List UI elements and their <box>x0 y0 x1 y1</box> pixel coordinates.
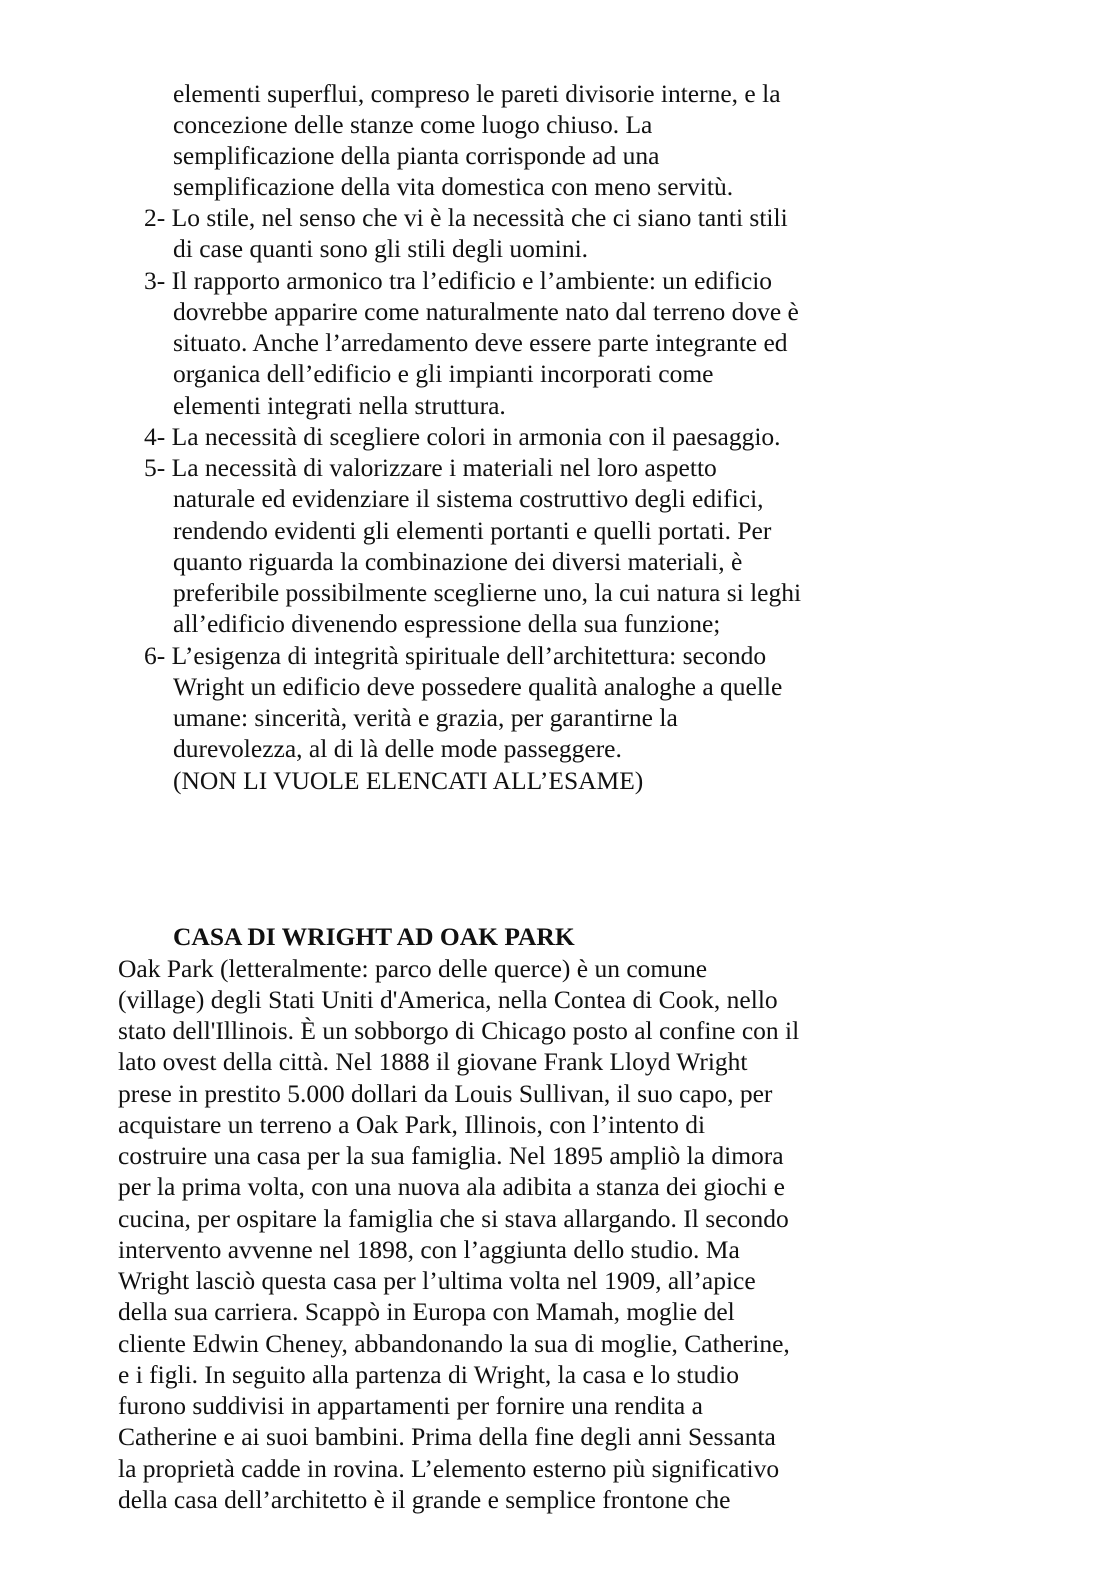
text-line: all’edificio divenendo espressione della sua funzione; <box>173 609 721 638</box>
paragraph-line: (village) degli Stati Uniti d'America, nella Contea di Cook, nello <box>118 985 778 1014</box>
text-line: Wright un edificio deve possedere qualità analoghe a quelle <box>173 672 783 701</box>
text-line: semplificazione della pianta corrisponde ad una <box>173 141 660 170</box>
paragraph-line: furono suddivisi in appartamenti per fornire una rendita a <box>118 1391 703 1420</box>
list-item-5: 5- La necessità di valorizzare i materiali nel loro aspetto <box>144 453 717 482</box>
paragraph-line: la proprietà cadde in rovina. L’elemento esterno più significativo <box>118 1454 780 1483</box>
text-line: quanto riguarda la combinazione dei diversi materiali, è <box>173 547 743 576</box>
text-line: concezione delle stanze come luogo chiuso. La <box>173 110 653 139</box>
text-line: rendendo evidenti gli elementi portanti e quelli portati. Per <box>173 516 772 545</box>
section-heading: CASA DI WRIGHT AD OAK PARK <box>173 922 575 951</box>
text-line: semplificazione della vita domestica con meno servitù. <box>173 172 734 201</box>
list-item-2: 2- Lo stile, nel senso che vi è la necessità che ci siano tanti stili <box>144 203 788 232</box>
text-line: elementi superflui, compreso le pareti divisorie interne, e la <box>173 79 781 108</box>
paragraph-line: cucina, per ospitare la famiglia che si stava allargando. Il secondo <box>118 1204 789 1233</box>
paragraph-line: stato dell'Illinois. È un sobborgo di Chicago posto al confine con il <box>118 1016 800 1045</box>
paragraph-line: lato ovest della città. Nel 1888 il giovane Frank Lloyd Wright <box>118 1047 748 1076</box>
paragraph-line: e i figli. In seguito alla partenza di Wright, la casa e lo studio <box>118 1360 739 1389</box>
list-item-6: 6- L’esigenza di integrità spirituale dell’architettura: secondo <box>144 641 767 670</box>
paragraph-line: Wright lasciò questa casa per l’ultima volta nel 1909, all’apice <box>118 1266 756 1295</box>
text-line: dovrebbe apparire come naturalmente nato dal terreno dove è <box>173 297 799 326</box>
paragraph-line: intervento avvenne nel 1898, con l’aggiunta dello studio. Ma <box>118 1235 740 1264</box>
paragraph-line: della sua carriera. Scappò in Europa con Mamah, moglie del <box>118 1297 735 1326</box>
paragraph-line: della casa dell’architetto è il grande e semplice frontone che <box>118 1485 731 1514</box>
text-line: di case quanti sono gli stili degli uomini. <box>173 234 589 263</box>
text-line: situato. Anche l’arredamento deve essere parte integrante ed <box>173 328 788 357</box>
paragraph-line: Catherine e ai suoi bambini. Prima della fine degli anni Sessanta <box>118 1422 776 1451</box>
paragraph-line: costruire una casa per la sua famiglia. Nel 1895 ampliò la dimora <box>118 1141 784 1170</box>
text-line: preferibile possibilmente sceglierne uno, la cui natura si leghi <box>173 578 802 607</box>
paragraph-line: Oak Park (letteralmente: parco delle querce) è un comune <box>118 954 708 983</box>
text-line: organica dell’edificio e gli impianti incorporati come <box>173 359 714 388</box>
paragraph-line: prese in prestito 5.000 dollari da Louis Sullivan, il suo capo, per <box>118 1079 773 1108</box>
list-item-3: 3- Il rapporto armonico tra l’edificio e l’ambiente: un edificio <box>144 266 773 295</box>
exam-note: (NON LI VUOLE ELENCATI ALL’ESAME) <box>173 766 644 795</box>
paragraph-line: per la prima volta, con una nuova ala adibita a stanza dei giochi e <box>118 1172 785 1201</box>
text-line: umane: sincerità, verità e grazia, per garantirne la <box>173 703 678 732</box>
paragraph-line: acquistare un terreno a Oak Park, Illinois, con l’intento di <box>118 1110 706 1139</box>
text-line: elementi integrati nella struttura. <box>173 391 506 420</box>
paragraph-line: cliente Edwin Cheney, abbandonando la sua di moglie, Catherine, <box>118 1329 790 1358</box>
list-item-4: 4- La necessità di scegliere colori in armonia con il paesaggio. <box>144 422 781 451</box>
text-line: naturale ed evidenziare il sistema costruttivo degli edifici, <box>173 484 764 513</box>
text-line: durevolezza, al di là delle mode passeggere. <box>173 734 622 763</box>
